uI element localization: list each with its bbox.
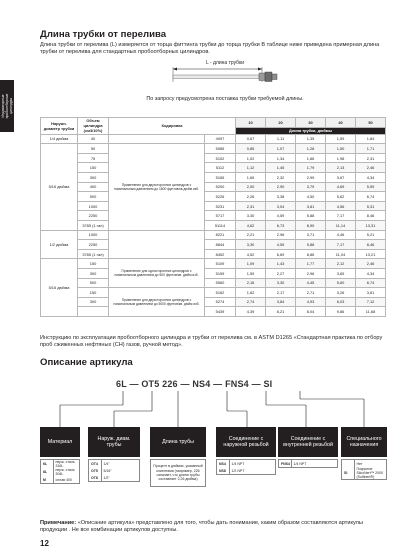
table-row	[41, 134, 386, 144]
cell-length: 2,96	[266, 230, 296, 240]
list-item	[41, 460, 79, 468]
option-description: 1/4"	[101, 460, 139, 467]
category-material: Материал	[40, 427, 80, 457]
note-paragraph	[40, 520, 390, 535]
category-special: Специального назначения	[341, 427, 387, 457]
list-item	[41, 476, 79, 483]
list-item	[217, 467, 275, 474]
cell-code: 5439	[205, 307, 236, 317]
cell-code: 5162	[205, 288, 236, 298]
header-pct-30: 30	[296, 118, 326, 128]
list-item	[89, 460, 139, 467]
cell-length: 11,68	[356, 307, 386, 317]
cell-length: 1,65	[236, 172, 266, 182]
cell-length: 2,26	[236, 192, 266, 202]
cell-code: 5274	[205, 297, 236, 307]
cell-code: 5109	[205, 259, 236, 269]
header-diameter: Наружн. диаметр трубки	[41, 118, 78, 135]
cell-length: 4,39	[236, 307, 266, 317]
list-item	[279, 460, 337, 467]
cell-code: 5165	[205, 172, 236, 182]
cell-length: 1,07	[266, 144, 296, 154]
cell-volume: 75	[78, 153, 109, 163]
cell-length: 5,88	[296, 211, 326, 221]
table-row	[41, 259, 386, 269]
cell-length: 5,21	[356, 230, 386, 240]
category-diameter: Наруж. диам. трубы	[88, 427, 140, 457]
cell-length: 3,04	[266, 201, 296, 211]
cell-length: 5,62	[326, 192, 356, 202]
table-row	[41, 288, 386, 298]
cell-length: 6,73	[266, 220, 296, 230]
table-row	[41, 192, 386, 202]
header-pct-40: 40	[326, 118, 356, 128]
cell-length: 8,46	[356, 240, 386, 250]
header-pct-10: 10	[236, 118, 266, 128]
cell-length: 2,90	[266, 182, 296, 192]
cell-length: 1,84	[356, 134, 386, 144]
cell-length: 1,09	[236, 259, 266, 269]
list-item	[342, 467, 386, 479]
cell-length: 1,59	[236, 268, 266, 278]
cell-description-empty	[109, 230, 205, 259]
table-row	[41, 153, 386, 163]
cell-length: 11,04	[326, 249, 356, 259]
cell-volume: 500	[78, 192, 109, 202]
request-note: По запросу предусмотрена поставка трубки требуемой длины.	[146, 96, 304, 102]
cell-length: 1,11	[266, 134, 296, 144]
cell-length: 4,59	[266, 240, 296, 250]
cell-code: 5112	[205, 163, 236, 173]
option-code: M	[43, 477, 46, 482]
table-row	[41, 163, 386, 173]
cell-length: 2,00	[236, 182, 266, 192]
cell-length: 1,35	[296, 134, 326, 144]
cell-length: 5,59	[356, 182, 386, 192]
table-row	[41, 278, 386, 288]
header-volume: Объем цилиндра (см3/10%)	[78, 118, 109, 135]
cell-length: 3,67	[326, 172, 356, 182]
table-row	[41, 172, 386, 182]
cell-diameter: 1/2 дюйма	[41, 230, 78, 259]
cell-length: 2,31	[356, 153, 386, 163]
option-description: 1/4 NPT	[291, 460, 337, 467]
option-description: 1/2"	[101, 474, 139, 481]
article-code: 6L — OT5 226 — NS4 — FNS4 — SI	[116, 379, 273, 389]
option-code: OT8	[91, 475, 98, 480]
option-code	[342, 460, 354, 467]
cell-volume: 500	[78, 278, 109, 288]
cell-length: 1,62	[236, 288, 266, 298]
cell-length: 7,17	[326, 240, 356, 250]
cell-length: 3,26	[326, 288, 356, 298]
cell-length: 9,86	[326, 307, 356, 317]
cell-length: 5,88	[296, 240, 326, 250]
option-code: NS4	[219, 461, 226, 466]
table-row	[41, 182, 386, 192]
cell-length: 2,13	[326, 163, 356, 173]
header-pct-20: 20	[266, 118, 296, 128]
option-description: Нет	[354, 460, 386, 467]
cell-length: 3,81	[296, 201, 326, 211]
table-row	[41, 220, 386, 230]
cell-length: 7,17	[326, 211, 356, 221]
note-text: «Описание артикула» представлено для того, чтобы дать понимание, каким образом составляются артикулы продукции . Не все комбинации артикулов доступны.	[40, 520, 363, 534]
option-description: 1/2 NPT	[229, 467, 275, 474]
material-options	[40, 459, 80, 484]
cell-length: 4,62	[236, 220, 266, 230]
cell-length: 6,74	[356, 192, 386, 202]
male-options	[216, 459, 276, 475]
section-title-tube-length: Длина трубки от перелива	[40, 29, 167, 40]
cell-length: 6,69	[266, 249, 296, 259]
cell-diameter: 1/4 дюйма	[41, 134, 78, 144]
cell-length: 1,43	[266, 259, 296, 269]
cell-length: 3,65	[326, 268, 356, 278]
female-options	[278, 459, 338, 468]
section-title-article: Описание артикула	[40, 357, 133, 368]
cell-volume: 300	[78, 172, 109, 182]
cell-length: 8,86	[296, 249, 326, 259]
table-row	[41, 268, 386, 278]
cell-volume: 40	[78, 134, 109, 144]
cell-length: 6,03	[326, 297, 356, 307]
cell-length: 6,74	[356, 278, 386, 288]
cell-length: 3,30	[236, 211, 266, 221]
table-row	[41, 240, 386, 250]
list-item	[342, 460, 386, 467]
cell-volume: 300	[78, 297, 109, 307]
cell-volume: 300	[78, 268, 109, 278]
cell-code: 5560	[205, 278, 236, 288]
cell-volume	[78, 307, 109, 317]
cell-length: 5,31	[356, 201, 386, 211]
cell-length: 2,46	[356, 259, 386, 269]
cell-length: 2,16	[236, 278, 266, 288]
cell-volume: 50	[78, 144, 109, 154]
table-row	[41, 297, 386, 307]
cell-volume: 1000	[78, 201, 109, 211]
cell-length: 4,69	[326, 182, 356, 192]
category-length: Длина трубы	[150, 427, 206, 457]
cell-length: 8,90	[296, 220, 326, 230]
list-item	[89, 467, 139, 474]
cell-code: 8452	[205, 249, 236, 259]
cell-length: 6,21	[266, 307, 296, 317]
page-number: 12	[40, 539, 49, 548]
cell-length: 4,34	[356, 172, 386, 182]
cell-length: 1,50	[326, 144, 356, 154]
cell-length: 8,04	[296, 307, 326, 317]
note-label: Примечание:	[40, 520, 77, 526]
cell-length: 1,66	[296, 153, 326, 163]
cell-length: 7,12	[356, 297, 386, 307]
cell-length: 8,46	[356, 211, 386, 221]
option-code: SI	[344, 471, 348, 475]
cell-length: 2,71	[296, 288, 326, 298]
option-code: OT5	[91, 468, 98, 473]
cell-length: 2,27	[266, 268, 296, 278]
cell-diameter: 5/16 дюйма	[41, 144, 78, 230]
list-item	[41, 468, 79, 476]
header-length-title: Длина трубки, дюймы	[236, 127, 386, 134]
tube-length-label: L - длина трубки	[205, 60, 244, 66]
cell-length: 3,71	[296, 230, 326, 240]
cell-volume: 1000	[78, 230, 109, 240]
cell-code: 5159	[205, 268, 236, 278]
cell-length: 1,45	[266, 163, 296, 173]
cell-length: 1,98	[326, 153, 356, 163]
cell-length: 1,34	[266, 153, 296, 163]
table-row	[41, 307, 386, 317]
cell-length: 4,56	[326, 201, 356, 211]
option-description: нерж. сталь 316L	[53, 460, 79, 468]
intro-paragraph: Длина трубки от перелива (L) измеряется от торца фиттинга трубки до торца трубки В таблице ниже приведена примерная длина трубки от перелива для стандартных пробоотборных цилиндров.	[40, 42, 380, 56]
cell-length: 5,60	[326, 278, 356, 288]
tube-length-table	[40, 117, 385, 317]
option-code: 6L	[43, 462, 48, 466]
cell-length: 1,59	[326, 134, 356, 144]
cell-code: 8844	[205, 240, 236, 250]
cell-length: 2,31	[236, 201, 266, 211]
option-code: NS8	[219, 468, 226, 473]
category-male-connection: Соединение с наружной резьбой	[216, 427, 276, 457]
cell-code: 4097	[205, 134, 236, 144]
cell-code: 5231	[205, 201, 236, 211]
cell-length: 1,71	[356, 144, 386, 154]
cell-volume: 150	[78, 288, 109, 298]
cell-length: 0,85	[236, 144, 266, 154]
list-item	[89, 474, 139, 481]
cell-length: 13,21	[356, 249, 386, 259]
table-row	[41, 230, 386, 240]
cell-volume: 400	[78, 182, 109, 192]
cell-volume: 3785 (1 гал)	[78, 220, 109, 230]
cell-length: 2,32	[266, 172, 296, 182]
cell-code: 5102	[205, 153, 236, 163]
option-description: нерж. сталь 304L	[53, 468, 79, 476]
option-description: сплав 400	[53, 476, 79, 483]
cell-code: 5200	[205, 182, 236, 192]
cell-length: 2,96	[296, 268, 326, 278]
cell-length: 11,14	[326, 220, 356, 230]
cell-volume: 2250	[78, 211, 109, 221]
option-code: OT4	[91, 461, 98, 466]
cell-length: 4,59	[266, 211, 296, 221]
section-side-tab-label: Индикаторные пробоотборные цилиндры	[1, 93, 13, 119]
diameter-options	[88, 459, 140, 482]
cell-length: 4,93	[296, 297, 326, 307]
cell-length: 3,30	[266, 278, 296, 288]
cell-code: 8221	[205, 230, 236, 240]
cell-length: 1,28	[296, 144, 326, 154]
cell-length: 2,99	[296, 172, 326, 182]
cell-length: 1,79	[296, 163, 326, 173]
option-description: 1/4 NPT	[229, 460, 275, 467]
table-body	[41, 134, 386, 316]
option-code: 8L	[43, 470, 48, 474]
cell-length: 1,02	[236, 153, 266, 163]
cell-code: 5226	[205, 192, 236, 202]
cell-code: 5717	[205, 211, 236, 221]
option-description: Покрытие SilcoNert™ 2000 (Sulfinert®)	[354, 467, 386, 479]
table-row	[41, 211, 386, 221]
header-code: Кодировка	[109, 118, 236, 135]
cell-length: 3,81	[356, 288, 386, 298]
cell-length: 3,30	[236, 240, 266, 250]
section-side-tab	[0, 80, 14, 132]
cell-length: 3,38	[266, 192, 296, 202]
cell-description: Применение для односторонних цилиндров с номинальным давлением до 500 фунтов/кв. дюйм изб.	[109, 259, 205, 288]
cell-volume: 150	[78, 259, 109, 269]
cell-length: 4,50	[296, 192, 326, 202]
cell-length: 2,74	[236, 297, 266, 307]
header-pct-50: 50	[356, 118, 386, 128]
cell-code: 5085	[205, 144, 236, 154]
cell-length: 2,12	[326, 259, 356, 269]
cell-length: 2,21	[236, 230, 266, 240]
cell-length: 2,46	[356, 163, 386, 173]
cell-length: 3,79	[296, 182, 326, 192]
list-item	[217, 460, 275, 467]
cell-length: 4,45	[296, 278, 326, 288]
cell-description	[109, 134, 205, 144]
cell-description: Применение для двухсторонних цилиндров с номинальным давлением до 1800 фунтов/кв.дюйм изб.	[109, 144, 205, 230]
instruction-paragraph: Инструкцию по эксплуатации пробоотборного цилиндра и трубки от перелива см. в ASTM D1265 «Стандартная практика по отбору проб сжиженных нефтяных (СН) газов, ручной метод».	[40, 335, 383, 349]
option-description: 5/16"	[101, 467, 139, 474]
cell-length: 0,67	[236, 134, 266, 144]
category-female-connection: Соединение с внутренней резьбой	[278, 427, 338, 457]
tube-diagram	[170, 60, 280, 90]
option-code: FNS4	[281, 461, 290, 466]
cell-length: 2,17	[266, 288, 296, 298]
cell-length: 4,46	[326, 230, 356, 240]
cell-volume: 2250	[78, 240, 109, 250]
cell-length: 13,31	[356, 220, 386, 230]
cell-length: 4,52	[236, 249, 266, 259]
special-options	[341, 459, 387, 480]
table-row	[41, 249, 386, 259]
cell-length: 3,84	[266, 297, 296, 307]
cell-length: 1,77	[296, 259, 326, 269]
cell-volume: 150	[78, 163, 109, 173]
table-row	[41, 144, 386, 154]
cell-volume: 3785 (1 гал)	[78, 249, 109, 259]
cell-code: 51114	[205, 220, 236, 230]
cell-length: 1,12	[236, 163, 266, 173]
cell-diameter: 5/16 дюйма	[41, 259, 78, 317]
cell-length: 4,34	[356, 268, 386, 278]
cell-description: Применение для двухсторонних цилиндров с номинальным давлением до 5000 фунтов/кв. дюйм изб.	[109, 288, 205, 317]
table-row	[41, 201, 386, 211]
length-note: Процент в дюймах, указанный клиентами (например, 226 означает, что длина трубы составляет 2,26 дюйма)	[150, 459, 206, 487]
